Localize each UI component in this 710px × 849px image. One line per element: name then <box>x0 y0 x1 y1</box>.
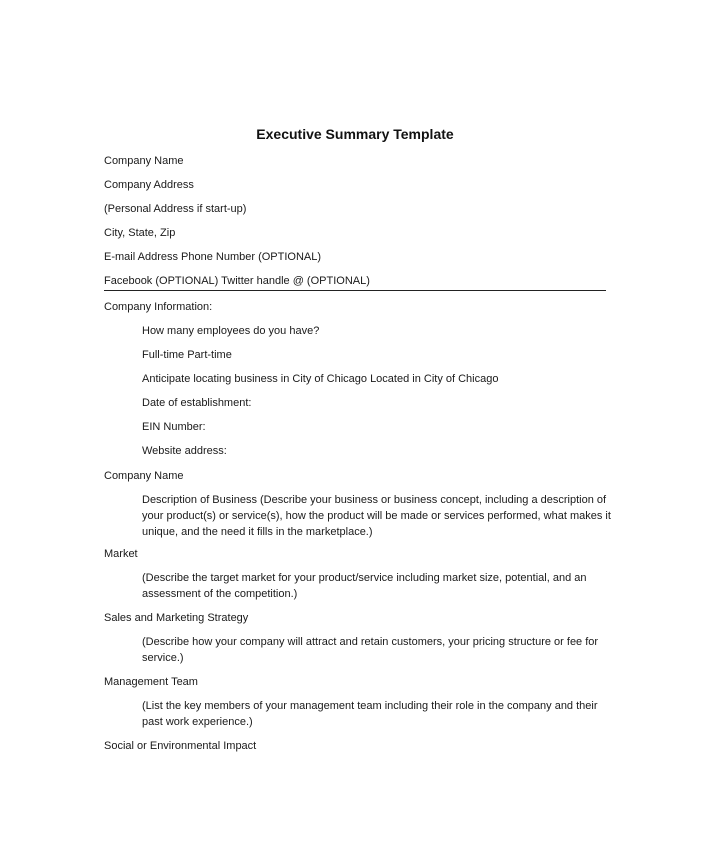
company-address-line: Company Address <box>104 179 194 191</box>
personal-address-line: (Personal Address if start-up) <box>104 203 247 215</box>
info-item-establishment-date: Date of establishment: <box>142 397 252 409</box>
section-body-description-of-business: Description of Business (Describe your business or business concept, including a description of your product(s) or service(s), how the product will be made or services performed, what makes it unique, and the need it fills in the marketplace.) <box>142 494 611 538</box>
section-heading-company-name: Company Name <box>104 470 184 482</box>
info-item-employees: How many employees do you have? <box>142 325 320 337</box>
section-body-sales-marketing: (Describe how your company will attract and retain customers, your pricing structure or fee for service.) <box>142 636 599 664</box>
email-phone-line: E-mail Address Phone Number (OPTIONAL) <box>104 251 322 263</box>
company-information-heading: Company Information: <box>104 301 213 313</box>
section-heading-market: Market <box>104 548 138 560</box>
document-title: Executive Summary Template <box>256 126 454 142</box>
social-media-line: Facebook (OPTIONAL) Twitter handle @ (OPTIONAL) <box>104 275 370 287</box>
info-item-fulltime-parttime: Full-time Part-time <box>142 349 232 361</box>
info-item-website: Website address: <box>142 445 227 457</box>
info-item-location: Anticipate locating business in City of Chicago Located in City of Chicago <box>142 373 499 385</box>
info-item-ein: EIN Number: <box>142 421 206 433</box>
section-body-market: (Describe the target market for your product/service including market size, potential, and an assessment of the competition.) <box>142 572 587 600</box>
header-divider <box>104 290 606 291</box>
section-heading-sales-marketing: Sales and Marketing Strategy <box>104 612 249 624</box>
city-state-zip-line: City, State, Zip <box>104 227 176 239</box>
section-body-management-team: (List the key members of your management team including their role in the company and their past work experience.) <box>142 700 598 728</box>
company-name-line: Company Name <box>104 155 184 167</box>
section-heading-management-team: Management Team <box>104 676 198 688</box>
section-heading-social-environmental-impact: Social or Environmental Impact <box>104 740 257 752</box>
